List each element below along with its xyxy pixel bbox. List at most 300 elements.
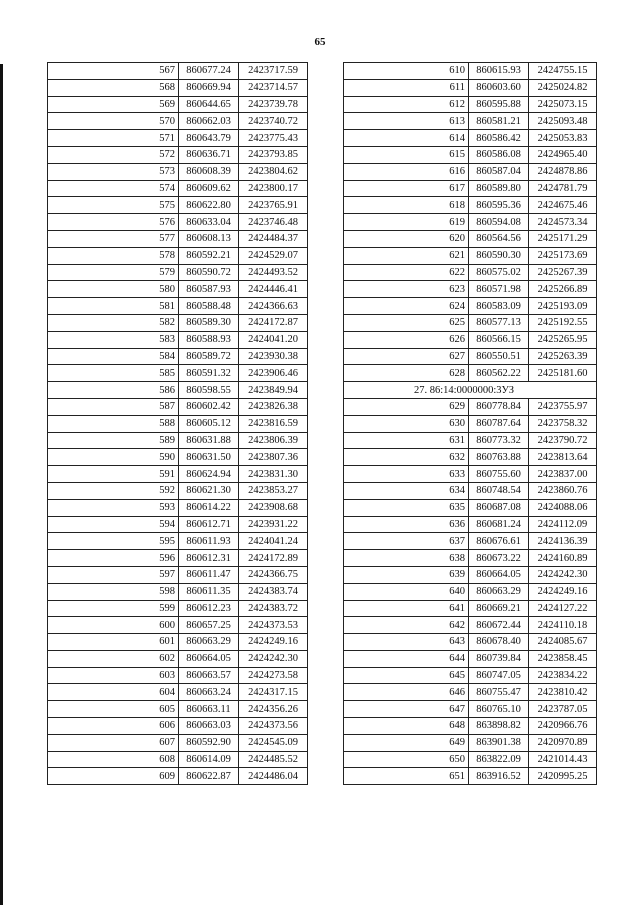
x-coordinate: 860664.05 (469, 566, 529, 583)
point-number: 601 (48, 634, 179, 651)
y-coordinate: 2424755.15 (529, 63, 597, 80)
x-coordinate: 860577.13 (469, 314, 529, 331)
point-number: 583 (48, 331, 179, 348)
table-row (48, 667, 308, 684)
y-coordinate: 2423755.97 (529, 398, 597, 415)
y-coordinate: 2420995.25 (529, 768, 597, 785)
y-coordinate: 2423740.72 (239, 113, 308, 130)
x-coordinate: 860581.21 (469, 113, 529, 130)
point-number: 648 (344, 718, 469, 735)
point-number: 604 (48, 684, 179, 701)
y-coordinate: 2423931.22 (239, 516, 308, 533)
y-coordinate: 2425193.09 (529, 298, 597, 315)
y-coordinate: 2423806.39 (239, 432, 308, 449)
x-coordinate: 860589.30 (179, 314, 239, 331)
table-row (344, 298, 597, 315)
table-row (48, 264, 308, 281)
x-coordinate: 860663.03 (179, 718, 239, 735)
table-row (48, 432, 308, 449)
x-coordinate: 860592.21 (179, 247, 239, 264)
x-coordinate: 860612.71 (179, 516, 239, 533)
table-row (48, 583, 308, 600)
point-number: 605 (48, 701, 179, 718)
table-row (344, 466, 597, 483)
table-row (48, 516, 308, 533)
x-coordinate: 863901.38 (469, 734, 529, 751)
point-number: 569 (48, 96, 179, 113)
point-number: 572 (48, 146, 179, 163)
y-coordinate: 2424242.30 (239, 650, 308, 667)
table-row (344, 482, 597, 499)
y-coordinate: 2423906.46 (239, 365, 308, 382)
x-coordinate: 860566.15 (469, 331, 529, 348)
point-number: 635 (344, 499, 469, 516)
x-coordinate: 860595.36 (469, 197, 529, 214)
x-coordinate: 860673.22 (469, 550, 529, 567)
point-number: 626 (344, 331, 469, 348)
x-coordinate: 860664.05 (179, 650, 239, 667)
y-coordinate: 2424484.37 (239, 230, 308, 247)
point-number: 627 (344, 348, 469, 365)
table-row (48, 79, 308, 96)
y-coordinate: 2424088.06 (529, 499, 597, 516)
point-number: 576 (48, 214, 179, 231)
x-coordinate: 863916.52 (469, 768, 529, 785)
table-row (48, 382, 308, 399)
point-number: 584 (48, 348, 179, 365)
point-number: 597 (48, 566, 179, 583)
table-row (344, 314, 597, 331)
y-coordinate: 2424136.39 (529, 533, 597, 550)
y-coordinate: 2424127.22 (529, 600, 597, 617)
y-coordinate: 2423807.36 (239, 449, 308, 466)
point-number: 591 (48, 466, 179, 483)
y-coordinate: 2423813.64 (529, 449, 597, 466)
table-row (344, 398, 597, 415)
y-coordinate: 2425267.39 (529, 264, 597, 281)
point-number: 637 (344, 533, 469, 550)
table-row (48, 466, 308, 483)
x-coordinate: 860615.93 (469, 63, 529, 80)
point-number: 643 (344, 634, 469, 651)
point-number: 582 (48, 314, 179, 331)
table-row (344, 650, 597, 667)
table-row (344, 264, 597, 281)
y-coordinate: 2423826.38 (239, 398, 308, 415)
table-row (48, 768, 308, 785)
table-row (344, 79, 597, 96)
table-row (344, 516, 597, 533)
x-coordinate: 860631.88 (179, 432, 239, 449)
point-number: 625 (344, 314, 469, 331)
x-coordinate: 860550.51 (469, 348, 529, 365)
x-coordinate: 860755.47 (469, 684, 529, 701)
y-coordinate: 2425073.15 (529, 96, 597, 113)
point-number: 640 (344, 583, 469, 600)
x-coordinate: 860612.23 (179, 600, 239, 617)
table-row (344, 617, 597, 634)
table-row (48, 180, 308, 197)
x-coordinate: 860669.21 (469, 600, 529, 617)
table-row (344, 365, 597, 382)
x-coordinate: 860608.39 (179, 163, 239, 180)
table-row (344, 701, 597, 718)
x-coordinate: 860687.08 (469, 499, 529, 516)
table-row (344, 331, 597, 348)
point-number: 615 (344, 146, 469, 163)
y-coordinate: 2424085.67 (529, 634, 597, 651)
x-coordinate: 860631.50 (179, 449, 239, 466)
table-row (48, 482, 308, 499)
table-row (48, 751, 308, 768)
y-coordinate: 2423853.27 (239, 482, 308, 499)
y-coordinate: 2425053.83 (529, 130, 597, 147)
x-coordinate: 860739.84 (469, 650, 529, 667)
x-coordinate: 860571.98 (469, 281, 529, 298)
table-row (344, 499, 597, 516)
table-row (48, 550, 308, 567)
table-row (48, 684, 308, 701)
x-coordinate: 860575.02 (469, 264, 529, 281)
table-row (344, 566, 597, 583)
x-coordinate: 860622.80 (179, 197, 239, 214)
coordinates-table-left (47, 62, 308, 785)
table-row (48, 331, 308, 348)
table-row (344, 751, 597, 768)
y-coordinate: 2423930.38 (239, 348, 308, 365)
point-number: 651 (344, 768, 469, 785)
point-number: 568 (48, 79, 179, 96)
table-row (48, 566, 308, 583)
point-number: 616 (344, 163, 469, 180)
point-number: 645 (344, 667, 469, 684)
point-number: 598 (48, 583, 179, 600)
y-coordinate: 2420966.76 (529, 718, 597, 735)
table-row (48, 230, 308, 247)
section-row (344, 382, 597, 399)
point-number: 609 (48, 768, 179, 785)
point-number: 612 (344, 96, 469, 113)
y-coordinate: 2424366.75 (239, 566, 308, 583)
y-coordinate: 2424965.40 (529, 146, 597, 163)
y-coordinate: 2425192.55 (529, 314, 597, 331)
y-coordinate: 2423908.68 (239, 499, 308, 516)
y-coordinate: 2423765.91 (239, 197, 308, 214)
point-number: 644 (344, 650, 469, 667)
x-coordinate: 860663.29 (179, 634, 239, 651)
x-coordinate: 860677.24 (179, 63, 239, 80)
table-row (48, 365, 308, 382)
table-row (344, 247, 597, 264)
point-number: 629 (344, 398, 469, 415)
y-coordinate: 2423810.42 (529, 684, 597, 701)
point-number: 650 (344, 751, 469, 768)
table-row (344, 96, 597, 113)
table-row (344, 600, 597, 617)
y-coordinate: 2424446.41 (239, 281, 308, 298)
point-number: 581 (48, 298, 179, 315)
point-number: 621 (344, 247, 469, 264)
point-number: 602 (48, 650, 179, 667)
point-number: 588 (48, 415, 179, 432)
point-number: 580 (48, 281, 179, 298)
y-coordinate: 2423804.62 (239, 163, 308, 180)
parcel-section-label: 27. 86:14:0000000:3УЗ (344, 382, 597, 399)
x-coordinate: 860612.31 (179, 550, 239, 567)
x-coordinate: 863898.82 (469, 718, 529, 735)
x-coordinate: 860621.30 (179, 482, 239, 499)
table-row (48, 214, 308, 231)
y-coordinate: 2424529.07 (239, 247, 308, 264)
y-coordinate: 2423800.17 (239, 180, 308, 197)
table-row (344, 415, 597, 432)
point-number: 642 (344, 617, 469, 634)
table-row (48, 734, 308, 751)
x-coordinate: 860562.22 (469, 365, 529, 382)
x-coordinate: 860595.88 (469, 96, 529, 113)
y-coordinate: 2424493.52 (239, 264, 308, 281)
table-row (48, 298, 308, 315)
table-row (48, 650, 308, 667)
point-number: 608 (48, 751, 179, 768)
point-number: 631 (344, 432, 469, 449)
table-row (48, 197, 308, 214)
table-row (48, 617, 308, 634)
table-row (48, 348, 308, 365)
y-coordinate: 2423717.59 (239, 63, 308, 80)
table-row (48, 130, 308, 147)
x-coordinate: 860598.55 (179, 382, 239, 399)
x-coordinate: 860587.04 (469, 163, 529, 180)
table-row (344, 449, 597, 466)
x-coordinate: 860778.84 (469, 398, 529, 415)
point-number: 617 (344, 180, 469, 197)
left-margin-rule (0, 64, 3, 905)
table-row (344, 146, 597, 163)
page-number: 65 (314, 36, 326, 48)
point-number: 575 (48, 197, 179, 214)
table-row (344, 180, 597, 197)
y-coordinate: 2425024.82 (529, 79, 597, 96)
point-number: 618 (344, 197, 469, 214)
point-number: 577 (48, 230, 179, 247)
table-row (344, 432, 597, 449)
y-coordinate: 2424249.16 (529, 583, 597, 600)
x-coordinate: 860763.88 (469, 449, 529, 466)
table-row (48, 146, 308, 163)
x-coordinate: 860614.09 (179, 751, 239, 768)
table-row (48, 247, 308, 264)
x-coordinate: 860588.93 (179, 331, 239, 348)
table-row (344, 583, 597, 600)
x-coordinate: 860602.42 (179, 398, 239, 415)
y-coordinate: 2423834.22 (529, 667, 597, 684)
table-row (48, 281, 308, 298)
point-number: 641 (344, 600, 469, 617)
x-coordinate: 860663.24 (179, 684, 239, 701)
x-coordinate: 860614.22 (179, 499, 239, 516)
y-coordinate: 2424160.89 (529, 550, 597, 567)
table-row (48, 449, 308, 466)
x-coordinate: 860636.71 (179, 146, 239, 163)
table-row (344, 281, 597, 298)
x-coordinate: 860765.10 (469, 701, 529, 718)
point-number: 633 (344, 466, 469, 483)
point-number: 574 (48, 180, 179, 197)
y-coordinate: 2425093.48 (529, 113, 597, 130)
point-number: 622 (344, 264, 469, 281)
x-coordinate: 860676.61 (469, 533, 529, 550)
y-coordinate: 2424781.79 (529, 180, 597, 197)
point-number: 636 (344, 516, 469, 533)
point-number: 587 (48, 398, 179, 415)
y-coordinate: 2423837.00 (529, 466, 597, 483)
point-number: 579 (48, 264, 179, 281)
table-row (344, 63, 597, 80)
table-row (48, 718, 308, 735)
y-coordinate: 2423714.57 (239, 79, 308, 96)
point-number: 567 (48, 63, 179, 80)
y-coordinate: 2424573.34 (529, 214, 597, 231)
point-number: 619 (344, 214, 469, 231)
table-row (344, 113, 597, 130)
y-coordinate: 2424366.63 (239, 298, 308, 315)
point-number: 589 (48, 432, 179, 449)
point-number: 649 (344, 734, 469, 751)
x-coordinate: 860678.40 (469, 634, 529, 651)
point-number: 607 (48, 734, 179, 751)
x-coordinate: 860663.11 (179, 701, 239, 718)
x-coordinate: 860662.03 (179, 113, 239, 130)
y-coordinate: 2423790.72 (529, 432, 597, 449)
x-coordinate: 860622.87 (179, 768, 239, 785)
point-number: 613 (344, 113, 469, 130)
y-coordinate: 2424383.72 (239, 600, 308, 617)
point-number: 639 (344, 566, 469, 583)
point-number: 614 (344, 130, 469, 147)
point-number: 593 (48, 499, 179, 516)
x-coordinate: 860603.60 (469, 79, 529, 96)
y-coordinate: 2424041.24 (239, 533, 308, 550)
x-coordinate: 860644.65 (179, 96, 239, 113)
x-coordinate: 860755.60 (469, 466, 529, 483)
point-number: 592 (48, 482, 179, 499)
y-coordinate: 2424485.52 (239, 751, 308, 768)
x-coordinate: 860611.35 (179, 583, 239, 600)
table-row (48, 163, 308, 180)
table-row (48, 96, 308, 113)
point-number: 624 (344, 298, 469, 315)
x-coordinate: 860663.29 (469, 583, 529, 600)
x-coordinate: 860633.04 (179, 214, 239, 231)
y-coordinate: 2424242.30 (529, 566, 597, 583)
table-row (48, 499, 308, 516)
x-coordinate: 860657.25 (179, 617, 239, 634)
table-row (48, 314, 308, 331)
y-coordinate: 2423739.78 (239, 96, 308, 113)
point-number: 590 (48, 449, 179, 466)
x-coordinate: 860587.93 (179, 281, 239, 298)
x-coordinate: 860590.72 (179, 264, 239, 281)
x-coordinate: 860564.56 (469, 230, 529, 247)
x-coordinate: 860588.48 (179, 298, 239, 315)
table-row (48, 634, 308, 651)
y-coordinate: 2423831.30 (239, 466, 308, 483)
y-coordinate: 2424545.09 (239, 734, 308, 751)
y-coordinate: 2424172.89 (239, 550, 308, 567)
point-number: 570 (48, 113, 179, 130)
x-coordinate: 860594.08 (469, 214, 529, 231)
y-coordinate: 2420970.89 (529, 734, 597, 751)
table-row (344, 718, 597, 735)
y-coordinate: 2425263.39 (529, 348, 597, 365)
table-row (48, 63, 308, 80)
x-coordinate: 860773.32 (469, 432, 529, 449)
x-coordinate: 860624.94 (179, 466, 239, 483)
table-row (48, 113, 308, 130)
point-number: 603 (48, 667, 179, 684)
table-row (48, 415, 308, 432)
table-row (344, 533, 597, 550)
point-number: 606 (48, 718, 179, 735)
x-coordinate: 860681.24 (469, 516, 529, 533)
table-row (344, 768, 597, 785)
y-coordinate: 2421014.43 (529, 751, 597, 768)
y-coordinate: 2425181.60 (529, 365, 597, 382)
point-number: 586 (48, 382, 179, 399)
point-number: 600 (48, 617, 179, 634)
point-number: 596 (48, 550, 179, 567)
point-number: 638 (344, 550, 469, 567)
table-row (48, 600, 308, 617)
y-coordinate: 2424273.58 (239, 667, 308, 684)
point-number: 610 (344, 63, 469, 80)
y-coordinate: 2424486.04 (239, 768, 308, 785)
y-coordinate: 2423793.85 (239, 146, 308, 163)
x-coordinate: 860583.09 (469, 298, 529, 315)
x-coordinate: 860589.80 (469, 180, 529, 197)
point-number: 620 (344, 230, 469, 247)
x-coordinate: 860608.13 (179, 230, 239, 247)
table-row (344, 163, 597, 180)
point-number: 599 (48, 600, 179, 617)
x-coordinate: 860586.08 (469, 146, 529, 163)
y-coordinate: 2423849.94 (239, 382, 308, 399)
y-coordinate: 2424878.86 (529, 163, 597, 180)
point-number: 578 (48, 247, 179, 264)
x-coordinate: 860669.94 (179, 79, 239, 96)
table-row (344, 667, 597, 684)
coordinates-table-right (343, 62, 597, 785)
point-number: 623 (344, 281, 469, 298)
point-number: 611 (344, 79, 469, 96)
x-coordinate: 860611.47 (179, 566, 239, 583)
y-coordinate: 2425265.95 (529, 331, 597, 348)
y-coordinate: 2424373.56 (239, 718, 308, 735)
x-coordinate: 860589.72 (179, 348, 239, 365)
x-coordinate: 860592.90 (179, 734, 239, 751)
y-coordinate: 2424675.46 (529, 197, 597, 214)
y-coordinate: 2423858.45 (529, 650, 597, 667)
x-coordinate: 860591.32 (179, 365, 239, 382)
point-number: 634 (344, 482, 469, 499)
point-number: 594 (48, 516, 179, 533)
x-coordinate: 860609.62 (179, 180, 239, 197)
y-coordinate: 2423816.59 (239, 415, 308, 432)
table-row (48, 398, 308, 415)
y-coordinate: 2424172.87 (239, 314, 308, 331)
point-number: 628 (344, 365, 469, 382)
